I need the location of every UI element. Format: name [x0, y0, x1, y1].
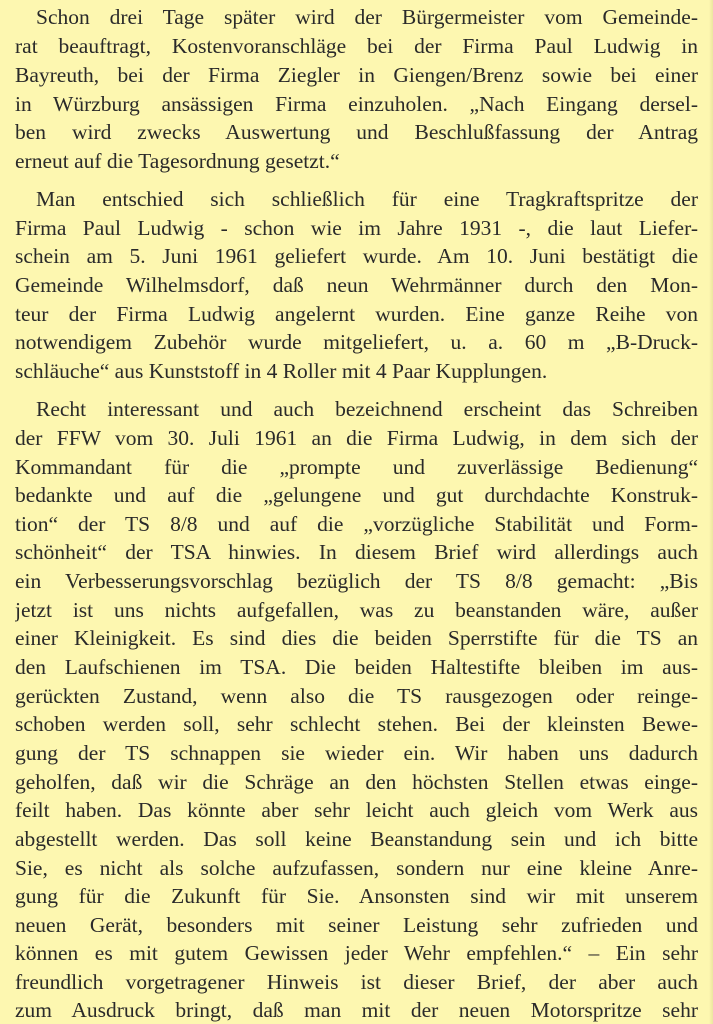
text-line: tion“ der TS 8/8 und auf die „vorzügliche Stabilität und Form- [15, 512, 698, 536]
text-line: schläuche“ aus Kunststoff in 4 Roller mit 4 Paar Kupplungen. [15, 359, 548, 383]
text-line: zum Ausdruck bringt, daß man mit der neuen Motorspritze sehr [15, 998, 698, 1022]
text-line: Sie, es nicht als solche aufzufassen, sondern nur eine kleine Anre- [15, 856, 698, 880]
text-line: jetzt ist uns nichts aufgefallen, was zu beanstanden wäre, außer [15, 598, 698, 622]
text-line: teur der Firma Ludwig angelernt wurden. Eine ganze Reihe von [15, 302, 698, 326]
text-line: der FFW vom 30. Juli 1961 an die Firma Ludwig, in dem sich der [15, 426, 698, 450]
text-line: können es mit gutem Gewissen jeder Wehr empfehlen.“ – Ein sehr [15, 941, 698, 965]
text-line: Firma Paul Ludwig - schon wie im Jahre 1931 -, die laut Liefer- [15, 216, 698, 240]
page-edge [709, 0, 713, 1024]
text-line: gerückten Zustand, wenn also die TS rausgezogen oder reinge- [15, 684, 698, 708]
text-line: feilt haben. Das könnte aber sehr leicht auch gleich vom Werk aus [15, 798, 698, 822]
text-line: bedankte und auf die „gelungene und gut durchdachte Konstruk- [15, 483, 698, 507]
text-line: gung für die Zukunft für Sie. Ansonsten sind wir mit unserem [15, 884, 698, 908]
text-line: Man entschied sich schließlich für eine Tragkraftspritze der [36, 187, 698, 211]
text-line: Gemeinde Wilhelmsdorf, daß neun Wehrmänner durch den Mon- [15, 273, 698, 297]
text-line: notwendigem Zubehör wurde mitgeliefert, u. a. 60 m „B-Druck- [15, 330, 698, 354]
text-line: freundlich vorgetragener Hinweis ist dieser Brief, der aber auch [15, 970, 698, 994]
text-line: Recht interessant und auch bezeichnend erscheint das Schreiben [36, 397, 698, 421]
text-line: gung der TS schnappen sie wieder ein. Wir haben uns dadurch [15, 741, 698, 765]
text-line: schönheit“ der TSA hinwies. In diesem Brief wird allerdings auch [15, 540, 698, 564]
text-line: erneut auf die Tagesordnung gesetzt.“ [15, 149, 340, 173]
text-line: in Würzburg ansässigen Firma einzuholen. „Nach Eingang dersel- [15, 92, 698, 116]
text-line: ben wird zwecks Auswertung und Beschlußfassung der Antrag [15, 120, 698, 144]
text-line: den Laufschienen im TSA. Die beiden Haltestifte bleiben im aus- [15, 655, 698, 679]
text-line: neuen Gerät, besonders mit seiner Leistung sehr zufrieden und [15, 913, 698, 937]
text-line: schoben werden soll, sehr schlecht stehen. Bei der kleinsten Bewe- [15, 712, 698, 736]
text-line: Bayreuth, bei der Firma Ziegler in Giengen/Brenz sowie bei einer [15, 63, 698, 87]
text-line: ein Verbesserungsvorschlag bezüglich der TS 8/8 gemacht: „Bis [15, 569, 698, 593]
text-line: Kommandant für die „prompte und zuverlässige Bedienung“ [15, 455, 698, 479]
text-line: abgestellt werden. Das soll keine Beanstandung sein und ich bitte [15, 827, 698, 851]
text-line: rat beauftragt, Kostenvoranschläge bei der Firma Paul Ludwig in [15, 34, 698, 58]
text-line: Schon drei Tage später wird der Bürgermeister vom Gemeinde- [36, 5, 698, 29]
text-line: geholfen, daß wir die Schräge an den höchsten Stellen etwas einge- [15, 770, 698, 794]
text-line: einer Kleinigkeit. Es sind dies die beiden Sperrstifte für die TS an [15, 626, 698, 650]
text-line: schein am 5. Juni 1961 geliefert wurde. Am 10. Juni bestätigt die [15, 244, 698, 268]
